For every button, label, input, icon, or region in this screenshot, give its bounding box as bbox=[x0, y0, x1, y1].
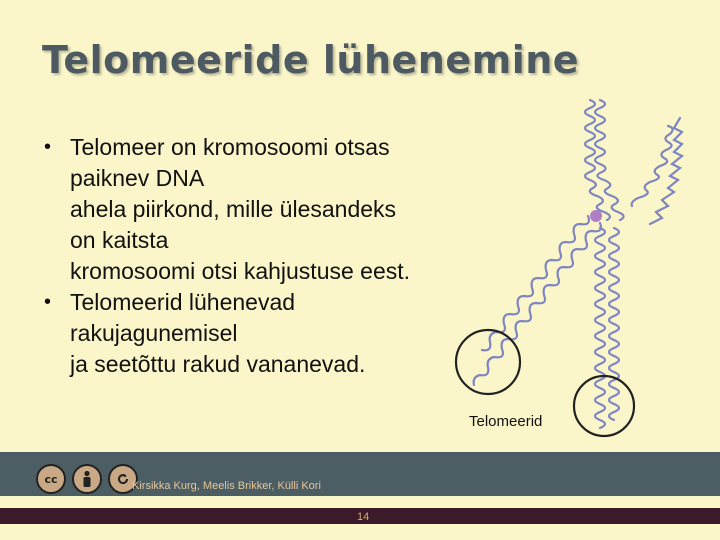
bullet-line: rakujagunemisel bbox=[70, 320, 238, 346]
attribution-icon bbox=[72, 464, 102, 494]
bullet-line: ahela piirkond, mille ülesandeks bbox=[70, 196, 397, 222]
bullet-line: on kaitsta bbox=[70, 227, 169, 253]
bullet-dot-icon: • bbox=[44, 291, 52, 313]
author-credits: Kirsikka Kurg, Meelis Brikker, Külli Kori bbox=[132, 480, 321, 492]
license-badge[interactable] bbox=[36, 464, 138, 494]
bullet-item bbox=[44, 287, 494, 380]
centromere-dot bbox=[590, 210, 602, 222]
bullet-line: kromosoomi otsi kahjustuse eest. bbox=[70, 258, 411, 284]
chromosome-arm bbox=[595, 228, 605, 428]
page-number: 14 bbox=[357, 511, 370, 523]
bullet-item bbox=[44, 132, 494, 287]
bullet-line: Telomeer on kromosoomi otsas bbox=[70, 134, 390, 160]
telomere-label: Telomeerid bbox=[469, 413, 543, 430]
bullet-list bbox=[44, 132, 494, 380]
bullet-line: ja seetõttu rakud vananevad. bbox=[70, 351, 366, 377]
cc-icon: cc bbox=[36, 464, 66, 494]
chromosome-arm bbox=[595, 100, 624, 220]
bullet-dot-icon: • bbox=[44, 136, 52, 158]
chromosome-illustration bbox=[440, 88, 720, 448]
chromosome-arm bbox=[609, 228, 619, 420]
chromosome-arm bbox=[474, 223, 601, 385]
bullet-line: paiknev DNA bbox=[70, 165, 205, 191]
slide-title: Telomeeride lühenemine bbox=[42, 38, 580, 82]
chromosome-arm bbox=[585, 100, 610, 220]
chromosome-arm bbox=[632, 126, 673, 206]
bullet-line: Telomeerid lühenevad bbox=[70, 289, 296, 315]
chromosome-arm bbox=[482, 216, 589, 350]
